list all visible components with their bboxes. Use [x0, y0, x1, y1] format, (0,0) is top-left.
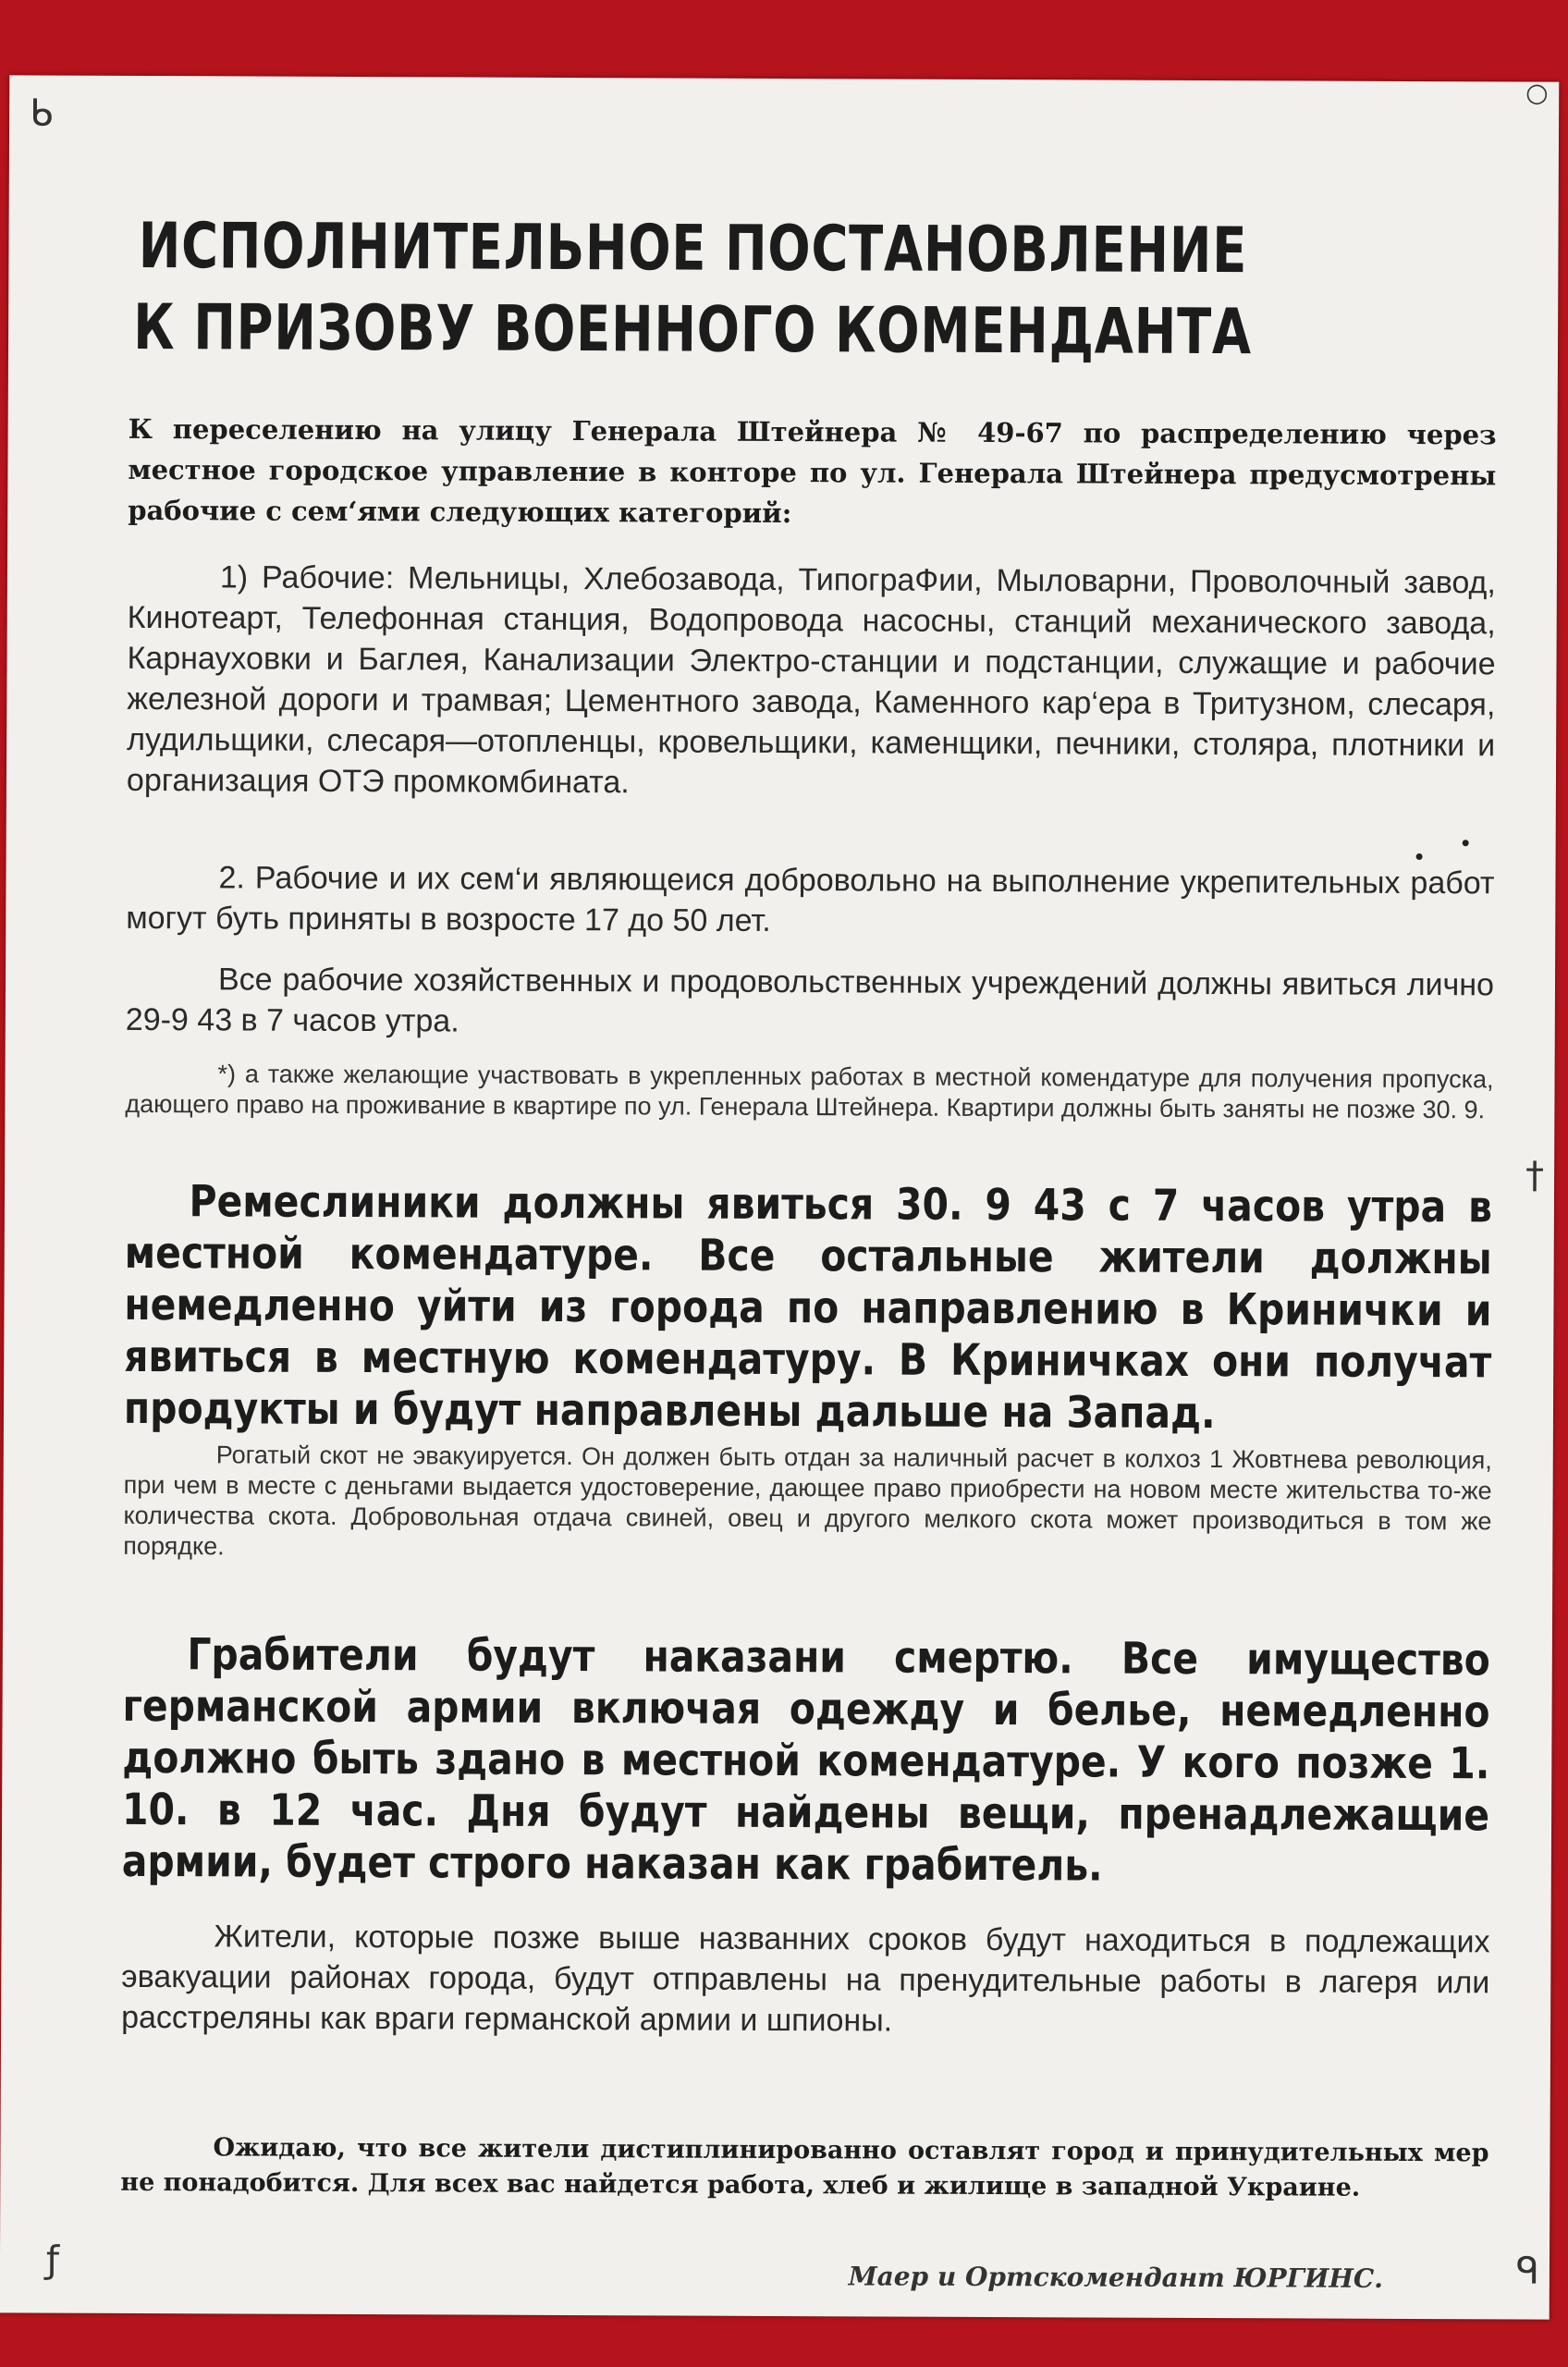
ink-dot — [1416, 853, 1423, 860]
title-line-1: ИСПОЛНИТЕЛЬНОЕ ПОСТАНОВЛЕНИЕ — [138, 209, 1248, 288]
cattle-paragraph: Рогатый скот не эвакуируется. Он должен быть отдан за наличный расчет в колхоз 1 Жовтнева революция, при чем в месте с деньгами выдается удостоверение, дающее право приобрести на новом месте жительства то-же количества скота. Добровольная отдача свиней, овец и другого мелкого скота может производиться в том же порядке. — [123, 1441, 1492, 1561]
item-2-paragraph: 2. Рабочие и их сем‘и являющеися добровольно на выполнение укрепительных работ могут буть приняты в возросте 17 до 50 лет. — [126, 860, 1495, 938]
all-workers-paragraph: Все рабочие хозяйственных и продовольственных учреждений должны явиться лично 29-9 43 в 7 часов утра. — [125, 962, 1495, 1039]
footnote-paragraph: *) а также желающие участвовать в укрепленных работах в местной комендатуре для получения пропуска, дающего право на проживание в квартире по ул. Генерала Штейнера. Квартири должны быть заняты не позже 30. 9. — [125, 1060, 1494, 1124]
looters-paragraph: Грабители будут наказани смертю. Все имущество германской армии включая одежду и белье, немедленно должно быть здано в местной комендатуре. У кого позже 1. 10. в 12 час. Дня будут найдены вещи, пренадлежащие армии, будет строго наказан как грабитель. — [121, 1629, 1490, 1892]
pen-mark-top-left: ᑲ — [30, 92, 54, 135]
intro-paragraph: К переселению на улицу Генерала Штейнера № 49-67 по распределению через местное городское управление в конторе по ул. Генерала Штейнера предусмотрены рабочие с сем‘ями следующих категорий: — [128, 412, 1497, 530]
craftsmen-paragraph: Ремеслиники должны явиться 30. 9 43 с 7 часов утра в местной комендатуре. Все остальные жители должны немедленно уйти из города по направлению в Криничκи и явиться в местную комендатуру. В Криничках они получат продукты и будут направлены дальше на Запад. — [123, 1176, 1493, 1440]
item-1-paragraph: 1) Рабочие: Мельницы, Хлебозавода, ТипограФии, Мыловарни, Проволочный завод, Кинотеарт, Телефонная станция, Водопровода насосны, станций механического завода, Карнауховки и Баглея, Канализации Электро-станции и подстанции, служащие и рабочие железной дороги и трамвая; Цементного завода, Каменного кар‘ера в Тритузном, слесаря, лудильщики, слесаря—отопленцы, кровельщики, каменщики, печники, столяра, плотники и организация ОТЭ промкомбината. — [126, 559, 1496, 801]
pen-mark-top-right: ○ — [1525, 77, 1549, 108]
residents-paragraph: Жители, которые позже выше названних сроков будут находиться в подлежащих эвакуации районах города, будут отправлены на пренудительные работы в лагеря или расстреляны как враги германской армии и шпионы. — [121, 1919, 1490, 2039]
ink-dot — [1463, 840, 1469, 846]
pen-mark-bottom-left: ƒ — [45, 2238, 60, 2282]
poster-sheet — [0, 75, 1559, 2319]
closing-paragraph: Ожидаю, что все жители дистиплинированно оставлят город и принудительных мер не понадобится. Для всех вас найдется работа, хлеб и жилище в западной Украине. — [120, 2133, 1489, 2202]
pen-mark-right: † — [1525, 1154, 1545, 1197]
pen-mark-bottom-right: ᑫ — [1515, 2250, 1540, 2293]
title-line-2: К ПРИЗОВУ ВОЕННОГО КОМЕНДАНТА — [133, 290, 1253, 370]
signature: Маер и Ортскомендант ЮРГИНС. — [848, 2261, 1383, 2294]
